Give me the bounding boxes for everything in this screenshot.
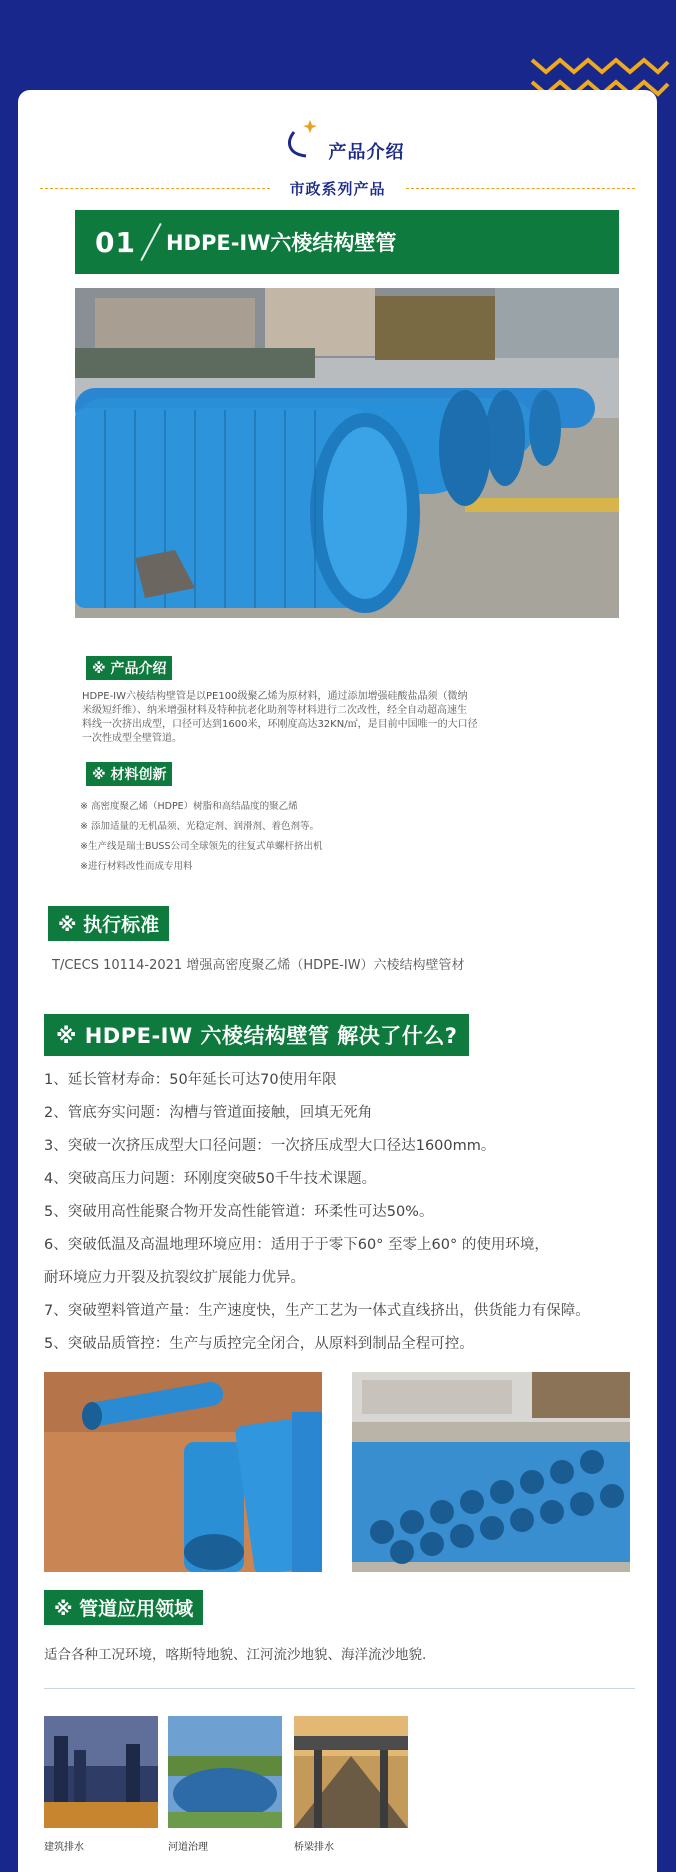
intro-text <box>82 690 522 746</box>
page-title: 产品介绍 <box>328 142 405 163</box>
material-item: ※ 高密度聚乙烯（HDPE）树脂和高结晶度的聚乙烯 <box>80 801 298 812</box>
standard-text: T/CECS 10114-2021 增强高密度聚乙烯（HDPE-IW）六棱结构壁管材 <box>52 958 465 973</box>
standard-tag: ※ 执行标准 <box>48 906 169 941</box>
page-subtitle: 市政系列产品 <box>289 179 386 198</box>
material-item: ※ 添加适量的无机晶须、光稳定剂、润滑剂、着色剂等。 <box>80 821 319 832</box>
intro-line: 料线一次挤出成型，口径可达到1600米，环刚度高达32KN/㎡，是目前中国唯一的大口径 <box>82 719 478 730</box>
thumb-label: 河道治理 <box>168 1842 208 1853</box>
solve-item: 7、突破塑料管道产量：生产速度快，生产工艺为一体式直线挤出，供货能力有保障。 <box>44 1303 590 1319</box>
intro-line: 一次性成型全壁管道。 <box>82 733 182 744</box>
intro-line: 米级短纤维）、纳米增强材料及特种抗老化助剂等材料进行二次改性，经全自动超高速生 <box>82 705 467 716</box>
divider <box>406 188 636 189</box>
pipes-on-soil-photo <box>44 1372 322 1572</box>
product-name: HDPE-IW六棱结构壁管 <box>165 231 397 255</box>
product-photo <box>75 288 619 618</box>
intro-line: HDPE-IW六棱结构壁管是以PE100级聚乙烯为原材料，通过添加增强硅酸盐晶须（微纳 <box>82 691 468 702</box>
solves-tag: ※ HDPE-IW 六棱结构壁管 解决了什么? <box>44 1014 469 1056</box>
product-number: 01 <box>95 225 136 259</box>
product-title-bar <box>75 210 619 274</box>
bridge-drainage-photo <box>294 1716 408 1828</box>
solve-item: 1、延长管材寿命：50年延长可达70使用年限 <box>44 1072 337 1088</box>
application-tag: ※ 管道应用领域 <box>44 1590 203 1625</box>
intro-tag: ※ 产品介绍 <box>86 656 172 680</box>
building-drainage-photo <box>44 1716 158 1828</box>
solve-item: 5、突破品质管控：生产与质控完全闭合，从原料到制品全程可控。 <box>44 1336 474 1352</box>
solve-item: 5、突破用高性能聚合物开发高性能管道：环柔性可达50%。 <box>44 1204 434 1220</box>
solve-item: 耐环境应力开裂及抗裂纹扩展能力优异。 <box>44 1270 305 1286</box>
river-management-photo <box>168 1716 282 1828</box>
thumb-label: 建筑排水 <box>44 1842 84 1853</box>
solve-item: 3、突破一次挤压成型大口径问题：一次挤压成型大口径达1600mm。 <box>44 1138 496 1154</box>
material-tag: ※ 材料创新 <box>86 762 172 786</box>
content-card <box>18 90 657 1872</box>
divider <box>40 188 270 189</box>
material-item: ※生产线是瑞士BUSS公司全球领先的往复式单螺杆挤出机 <box>80 841 323 852</box>
application-text: 适合各种工况环境，喀斯特地貌、江河流沙地貌、海洋流沙地貌. <box>44 1647 427 1663</box>
material-item: ※进行材料改性而成专用料 <box>80 861 193 872</box>
slash-divider <box>140 223 161 261</box>
thumb-label: 桥梁排水 <box>294 1842 334 1853</box>
solve-item: 6、突破低温及高温地理环境应用：适用于于零下60° 至零上60° 的使用环境， <box>44 1237 549 1253</box>
subtitle-row <box>40 176 635 200</box>
pipe-stack-photo <box>352 1372 630 1572</box>
solve-item: 2、管底夯实问题：沟槽与管道面接触，回填无死角 <box>44 1105 373 1121</box>
solve-item: 4、突破高压力问题：环刚度突破50千牛技术课题。 <box>44 1171 377 1187</box>
page-header <box>18 104 657 164</box>
divider <box>44 1688 635 1689</box>
